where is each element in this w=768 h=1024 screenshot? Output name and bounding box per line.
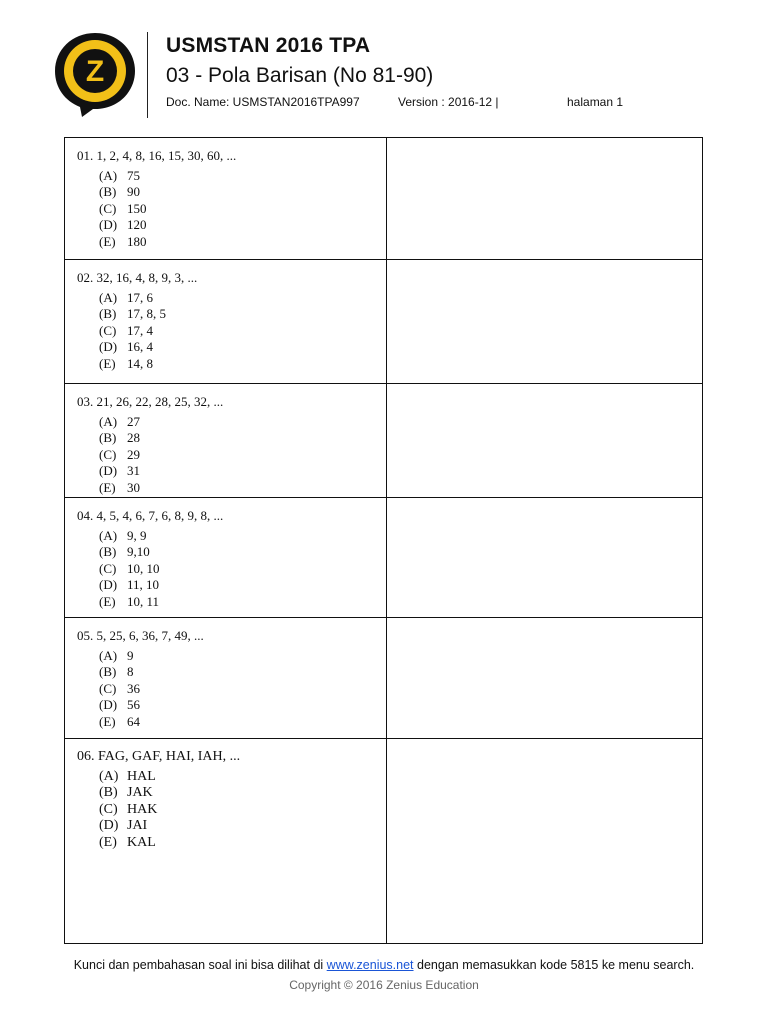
option-list (99, 414, 377, 497)
option-b: (B) 17, 8, 5 (99, 306, 166, 321)
option-d: (D) 120 (99, 217, 147, 232)
option-c: (C) HAK (99, 801, 158, 817)
option-b: (B) 8 (99, 664, 134, 679)
option-list (99, 648, 377, 731)
footer-text-before: Kunci dan pembahasan soal ini bisa dilihat di (73, 958, 327, 972)
zenius-link[interactable]: www.zenius.net (326, 958, 414, 972)
question-stem: 06. FAG, GAF, HAI, IAH, ... (77, 749, 241, 764)
option-b: (B) 90 (99, 184, 140, 199)
document-title: USMSTAN 2016 TPA (166, 34, 371, 57)
option-list (99, 290, 377, 373)
option-a: (A) HAL (99, 768, 156, 784)
option-e: (E) 10, 11 (99, 593, 160, 609)
question-row (65, 138, 702, 259)
question-table (64, 137, 703, 944)
footer-text-after: dengan memasukkan kode 5815 ke menu search. (413, 958, 695, 972)
question-cell (77, 148, 377, 250)
option-list (99, 769, 377, 852)
option-c: (C) 29 (99, 446, 140, 462)
copyright: Copyright © 2016 Zenius Education (289, 978, 479, 992)
option-b: (B) JAK (99, 785, 153, 800)
option-d: (D) 31 (99, 463, 140, 478)
option-d: (D) JAI (99, 818, 148, 833)
option-e: (E) KAL (99, 834, 156, 850)
option-list (99, 528, 377, 611)
option-e: (E) 180 (99, 233, 147, 249)
question-row (65, 260, 702, 383)
question-row (65, 384, 702, 497)
question-row (65, 618, 702, 738)
option-a: (A) 9 (99, 647, 134, 663)
question-stem: 01. 1, 2, 4, 8, 16, 15, 30, 60, ... (77, 148, 237, 163)
doc-version: Version : 2016-12 | (398, 95, 499, 109)
doc-name: Doc. Name: USMSTAN2016TPA997 (166, 95, 360, 109)
option-c: (C) 150 (99, 200, 147, 216)
option-a: (A) 27 (99, 413, 140, 429)
option-e: (E) 14, 8 (99, 355, 153, 371)
option-b: (B) 28 (99, 430, 140, 445)
option-list (99, 168, 377, 251)
option-c: (C) 17, 4 (99, 322, 153, 338)
option-d: (D) 11, 10 (99, 577, 160, 592)
question-stem: 03. 21, 26, 22, 28, 25, 32, ... (77, 394, 224, 409)
question-row (65, 498, 702, 617)
footer-note (0, 958, 768, 972)
question-cell (77, 394, 377, 496)
question-stem: 05. 5, 25, 6, 36, 7, 49, ... (77, 628, 204, 643)
question-cell (77, 749, 377, 851)
option-d: (D) 56 (99, 697, 140, 712)
question-stem: 02. 32, 16, 4, 8, 9, 3, ... (77, 270, 198, 285)
option-e: (E) 30 (99, 479, 140, 495)
document-subtitle: 03 - Pola Barisan (No 81-90) (166, 64, 434, 87)
logo-letter: Z (85, 55, 105, 88)
option-a: (A) 75 (99, 167, 140, 183)
question-cell (77, 628, 377, 730)
question-row (65, 739, 702, 943)
option-d: (D) 16, 4 (99, 339, 153, 354)
option-a: (A) 17, 6 (99, 289, 153, 305)
option-a: (A) 9, 9 (99, 527, 147, 543)
question-stem: 04. 4, 5, 4, 6, 7, 6, 8, 9, 8, ... (77, 508, 224, 523)
header-divider (147, 32, 148, 118)
option-b: (B) 9,10 (99, 544, 150, 559)
option-e: (E) 64 (99, 713, 140, 729)
option-c: (C) 36 (99, 680, 140, 696)
question-cell (77, 508, 377, 610)
question-cell (77, 270, 377, 372)
zenius-logo (52, 30, 138, 118)
option-c: (C) 10, 10 (99, 560, 160, 576)
page-number: halaman 1 (567, 95, 624, 109)
